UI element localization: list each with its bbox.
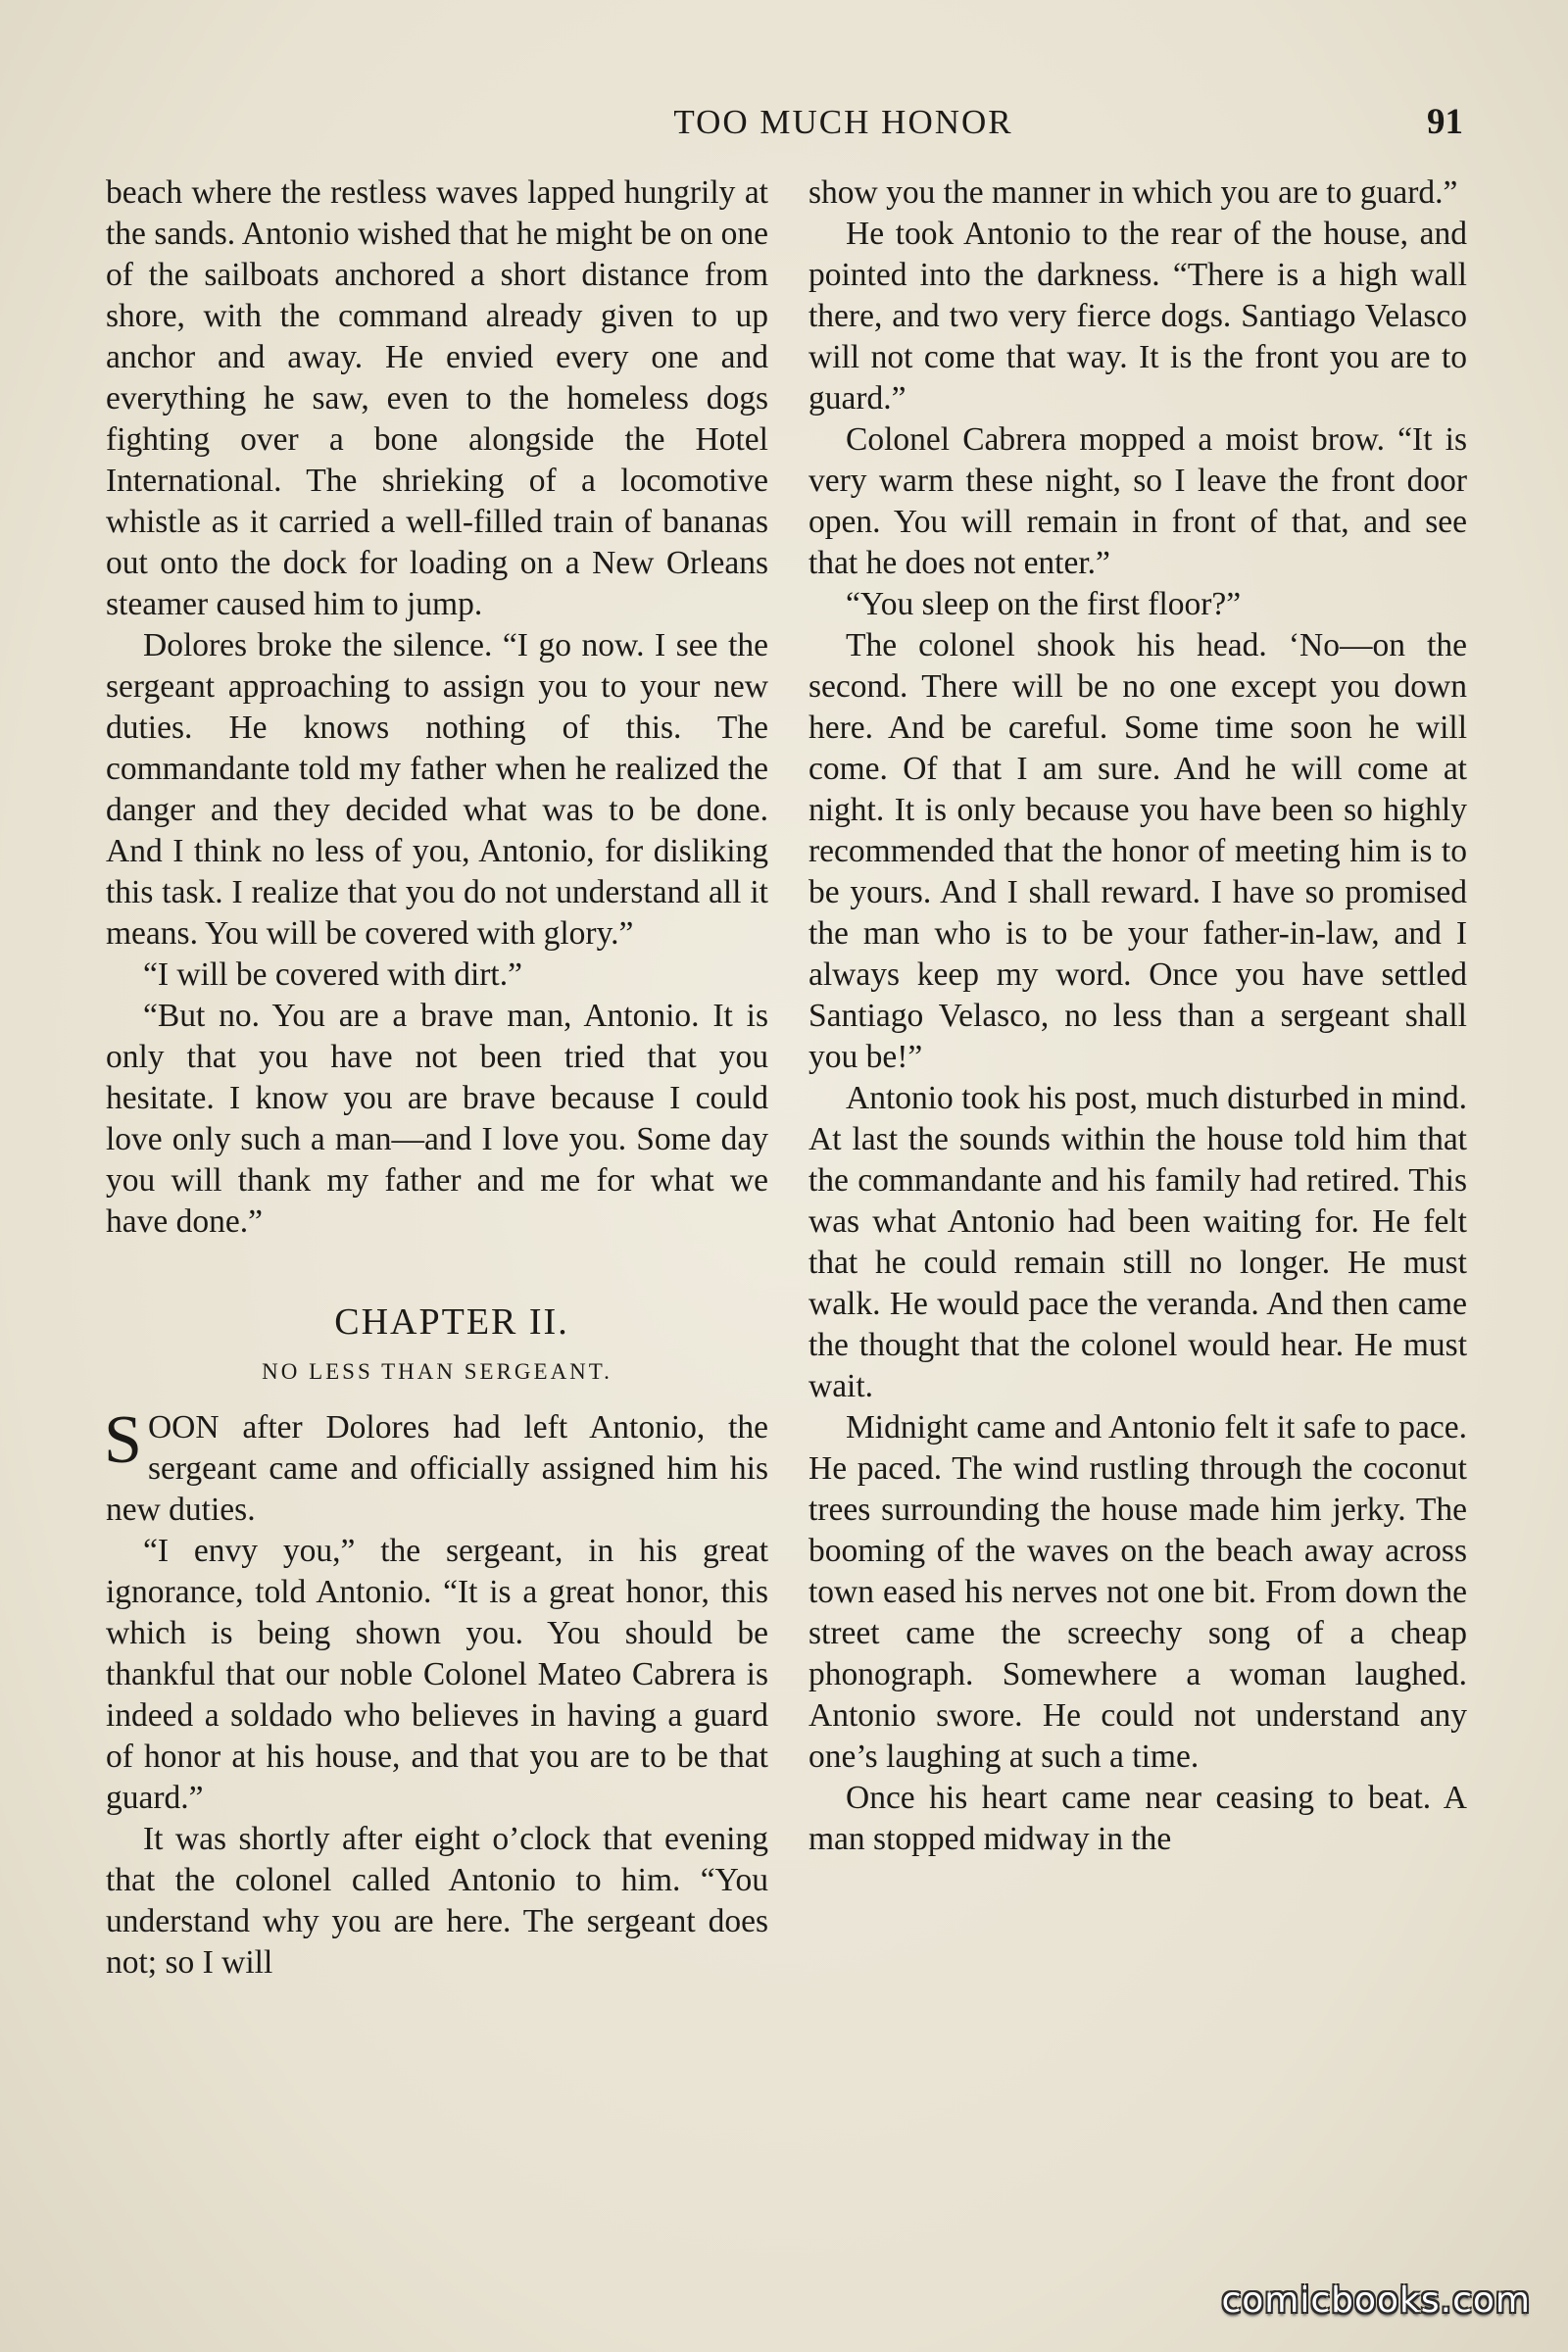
paragraph: “You sleep on the first floor?” bbox=[846, 586, 1242, 622]
left-column bbox=[106, 172, 768, 1984]
page-header bbox=[106, 98, 1463, 147]
paragraph: Once his heart came near ceasing to beat. A man stopped midway in the bbox=[808, 1780, 1467, 1857]
paragraph: The colonel shook his head. ‘No—on the second. There will be no one except you down here. And be careful. Some time soon he will come. Of that I am sure. And he will come at night. It is only because you have been so highly recommended that the honor of meeting him is to be yours. And I shall reward. I have so promised the man who is to be your father-in-law, and I always keep my word. Once you have settled Santiago Velasco, no less than a sergeant shall you be!” bbox=[808, 627, 1467, 1075]
paragraph: Dolores broke the silence. “I go now. I see the sergeant approaching to assign you to your new duties. He knows nothing of this. The commandante told my father when he realized the danger and they decided what was to be done. And I think no less of you, Antonio, for disliking this task. I realize that you do not understand all it means. You will be covered with glory.” bbox=[106, 627, 768, 952]
right-column bbox=[808, 172, 1467, 1860]
paragraph-text: OON after Dolores had left Antonio, the sergeant came and officially assigned him his new duties. bbox=[106, 1409, 768, 1528]
paragraph: “But no. You are a brave man, Antonio. It is only that you have not been tried that you hesitate. I know you are brave because I could love only such a man—and I love you. Some day you will thank my father and me for what we have done.” bbox=[106, 998, 768, 1240]
watermark: comicbooks.com bbox=[1221, 2280, 1531, 2321]
paragraph: Colonel Cabrera mopped a moist brow. “It is very warm these night, so I leave the front door open. You will remain in front of that, and see that he does not enter.” bbox=[808, 421, 1467, 581]
page-number: 91 bbox=[1427, 102, 1463, 142]
paragraph: show you the manner in which you are to guard.” bbox=[808, 174, 1458, 211]
paragraph: Midnight came and Antonio felt it safe to pace. He paced. The wind rustling through the coconut trees surrounding the house made him jerky. The booming of the waves on the beach away across town eased his nerves not one bit. From down the street came the screechy song of a cheap phonograph. Somewhere a woman laughed. Antonio swore. He could not understand any one’s laughing at such a time. bbox=[808, 1409, 1467, 1775]
paragraph: Antonio took his post, much disturbed in mind. At last the sounds within the house told him that the commandante and his family had retired. This was what Antonio had been waiting for. He felt that he could remain still no longer. He must walk. He would pace the veranda. And then came the thought that the colonel would hear. He must wait. bbox=[808, 1080, 1467, 1404]
chapter-heading bbox=[106, 1298, 768, 1394]
chapter-opening-paragraph bbox=[104, 1402, 768, 1531]
chapter-subtitle: NO LESS THAN SERGEANT. bbox=[262, 1359, 612, 1384]
paragraph: “I will be covered with dirt.” bbox=[143, 956, 522, 993]
paragraph: It was shortly after eight o’clock that evening that the colonel called Antonio to him. “You understand why you are here. The sergeant does not; so I will bbox=[106, 1821, 768, 1981]
chapter-title: CHAPTER II. bbox=[334, 1301, 569, 1343]
paragraph: “I envy you,” the sergeant, in his great ignorance, told Antonio. “It is a great honor, this which is being shown you. You should be thankful that our noble Colonel Mateo Cabrera is indeed a soldado who believes in having a guard of honor at his house, and that you are to be that guard.” bbox=[106, 1533, 768, 1816]
paragraph: beach where the restless waves lapped hungrily at the sands. Antonio wished that he might be on one of the sailboats anchored a short distance from shore, with the command already given to up anchor and away. He envied every one and everything he saw, even to the homeless dogs fighting over a bone alongside the Hotel International. The shrieking of a locomotive whistle as it carried a well-filled train of bananas out onto the dock for loading on a New Orleans steamer caused him to jump. bbox=[106, 174, 768, 622]
paragraph: He took Antonio to the rear of the house, and pointed into the darkness. “There is a high wall there, and two very fierce dogs. Santiago Velasco will not come that way. It is the front you are to guard.” bbox=[808, 216, 1467, 416]
drop-cap: S bbox=[104, 1402, 142, 1478]
running-title: TOO MUCH HONOR bbox=[673, 103, 1013, 141]
